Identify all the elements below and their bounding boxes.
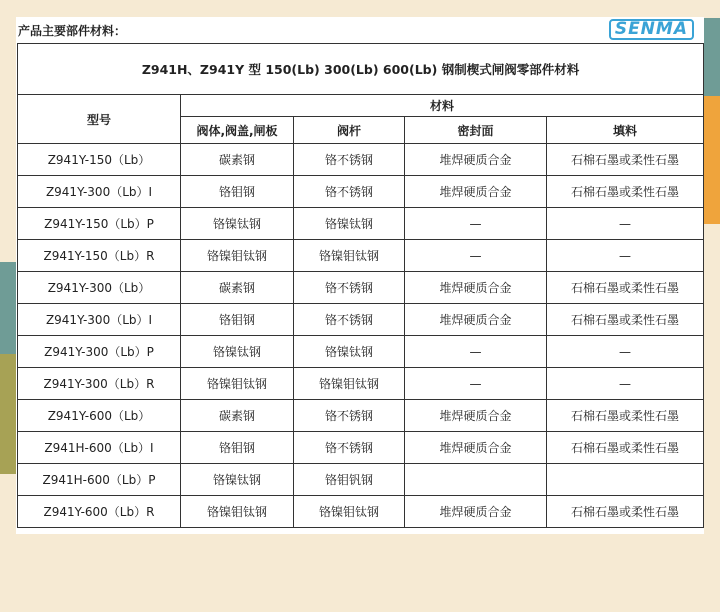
table-row [18, 208, 704, 240]
table-row [18, 496, 704, 528]
table-row [18, 400, 704, 432]
materials-table [17, 43, 704, 528]
sealing-face-cell: 堆焊硬质合金 [405, 432, 547, 464]
packing-cell: 石棉石墨或柔性石墨 [547, 304, 704, 336]
sealing-face-cell: 堆焊硬质合金 [405, 400, 547, 432]
table-row [18, 240, 704, 272]
model-cell: Z941Y-600（Lb） [18, 400, 181, 432]
table-row [18, 336, 704, 368]
stem-material-cell: 铬不锈钢 [294, 272, 405, 304]
packing-cell: 石棉石墨或柔性石墨 [547, 432, 704, 464]
stem-material-cell: 铬不锈钢 [294, 432, 405, 464]
decorative-stripe-orange-right [704, 96, 720, 224]
model-cell: Z941Y-150（Lb）R [18, 240, 181, 272]
stem-material-cell: 铬不锈钢 [294, 304, 405, 336]
decorative-stripe-teal-left [0, 262, 16, 354]
column-header-body-bonnet-wedge: 阀体,阀盖,闸板 [181, 117, 294, 144]
stem-material-cell: 铬镍钼钛钢 [294, 496, 405, 528]
model-cell: Z941Y-150（Lb） [18, 144, 181, 176]
packing-cell: 石棉石墨或柔性石墨 [547, 176, 704, 208]
packing-cell: 石棉石墨或柔性石墨 [547, 496, 704, 528]
body-material-cell: 碳素钢 [181, 272, 294, 304]
packing-cell: — [547, 368, 704, 400]
body-material-cell: 碳素钢 [181, 144, 294, 176]
body-material-cell: 铬镍钛钢 [181, 464, 294, 496]
model-cell: Z941Y-300（Lb） [18, 272, 181, 304]
sealing-face-cell: — [405, 368, 547, 400]
table-title: Z941H、Z941Y 型 150(Lb) 300(Lb) 600(Lb) 钢制楔式闸阀零部件材料 [18, 44, 704, 95]
stem-material-cell: 铬镍钼钛钢 [294, 240, 405, 272]
column-header-sealing-face: 密封面 [405, 117, 547, 144]
stem-material-cell: 铬镍钛钢 [294, 336, 405, 368]
model-cell: Z941Y-300（Lb）R [18, 368, 181, 400]
stem-material-cell: 铬不锈钢 [294, 176, 405, 208]
table-row [18, 144, 704, 176]
sealing-face-cell: 堆焊硬质合金 [405, 176, 547, 208]
model-cell: Z941Y-600（Lb）R [18, 496, 181, 528]
body-material-cell: 铬镍钼钛钢 [181, 368, 294, 400]
section-heading: 产品主要部件材料： [18, 24, 127, 38]
column-header-packing: 填料 [547, 117, 704, 144]
column-header-stem: 阀杆 [294, 117, 405, 144]
sealing-face-cell: 堆焊硬质合金 [405, 272, 547, 304]
model-cell: Z941Y-300（Lb）I [18, 304, 181, 336]
packing-cell: — [547, 336, 704, 368]
table-row [18, 464, 704, 496]
sealing-face-cell: — [405, 208, 547, 240]
model-cell: Z941H-600（Lb）I [18, 432, 181, 464]
sealing-face-cell: — [405, 240, 547, 272]
body-material-cell: 铬镍钼钛钢 [181, 496, 294, 528]
sealing-face-cell: — [405, 336, 547, 368]
body-material-cell: 铬镍钛钢 [181, 208, 294, 240]
body-material-cell: 铬镍钛钢 [181, 336, 294, 368]
brand-logo-text: SENMA [609, 19, 694, 40]
table-row [18, 368, 704, 400]
packing-cell: 石棉石墨或柔性石墨 [547, 272, 704, 304]
brand-logo [609, 19, 694, 40]
packing-cell: — [547, 208, 704, 240]
model-cell: Z941H-600（Lb）P [18, 464, 181, 496]
stem-material-cell: 铬不锈钢 [294, 144, 405, 176]
table-row [18, 304, 704, 336]
table-row [18, 432, 704, 464]
body-material-cell: 碳素钢 [181, 400, 294, 432]
material-header: 材料 [181, 95, 704, 117]
model-cell: Z941Y-300（Lb）I [18, 176, 181, 208]
stem-material-cell: 铬镍钛钢 [294, 208, 405, 240]
body-material-cell: 铬镍钼钛钢 [181, 240, 294, 272]
packing-cell: — [547, 240, 704, 272]
sealing-face-cell: 堆焊硬质合金 [405, 496, 547, 528]
table-row [18, 272, 704, 304]
decorative-stripe-teal-right [704, 18, 720, 98]
stem-material-cell: 铬钼钒钢 [294, 464, 405, 496]
sealing-face-cell: 堆焊硬质合金 [405, 304, 547, 336]
model-header: 型号 [18, 95, 181, 144]
materials-card [16, 17, 704, 534]
body-material-cell: 铬钼钢 [181, 432, 294, 464]
sealing-face-cell [405, 464, 547, 496]
table-row [18, 176, 704, 208]
packing-cell: 石棉石墨或柔性石墨 [547, 400, 704, 432]
body-material-cell: 铬钼钢 [181, 304, 294, 336]
packing-cell [547, 464, 704, 496]
packing-cell: 石棉石墨或柔性石墨 [547, 144, 704, 176]
body-material-cell: 铬钼钢 [181, 176, 294, 208]
stem-material-cell: 铬镍钼钛钢 [294, 368, 405, 400]
decorative-stripe-olive-left [0, 354, 16, 474]
stem-material-cell: 铬不锈钢 [294, 400, 405, 432]
model-cell: Z941Y-300（Lb）P [18, 336, 181, 368]
sealing-face-cell: 堆焊硬质合金 [405, 144, 547, 176]
model-cell: Z941Y-150（Lb）P [18, 208, 181, 240]
